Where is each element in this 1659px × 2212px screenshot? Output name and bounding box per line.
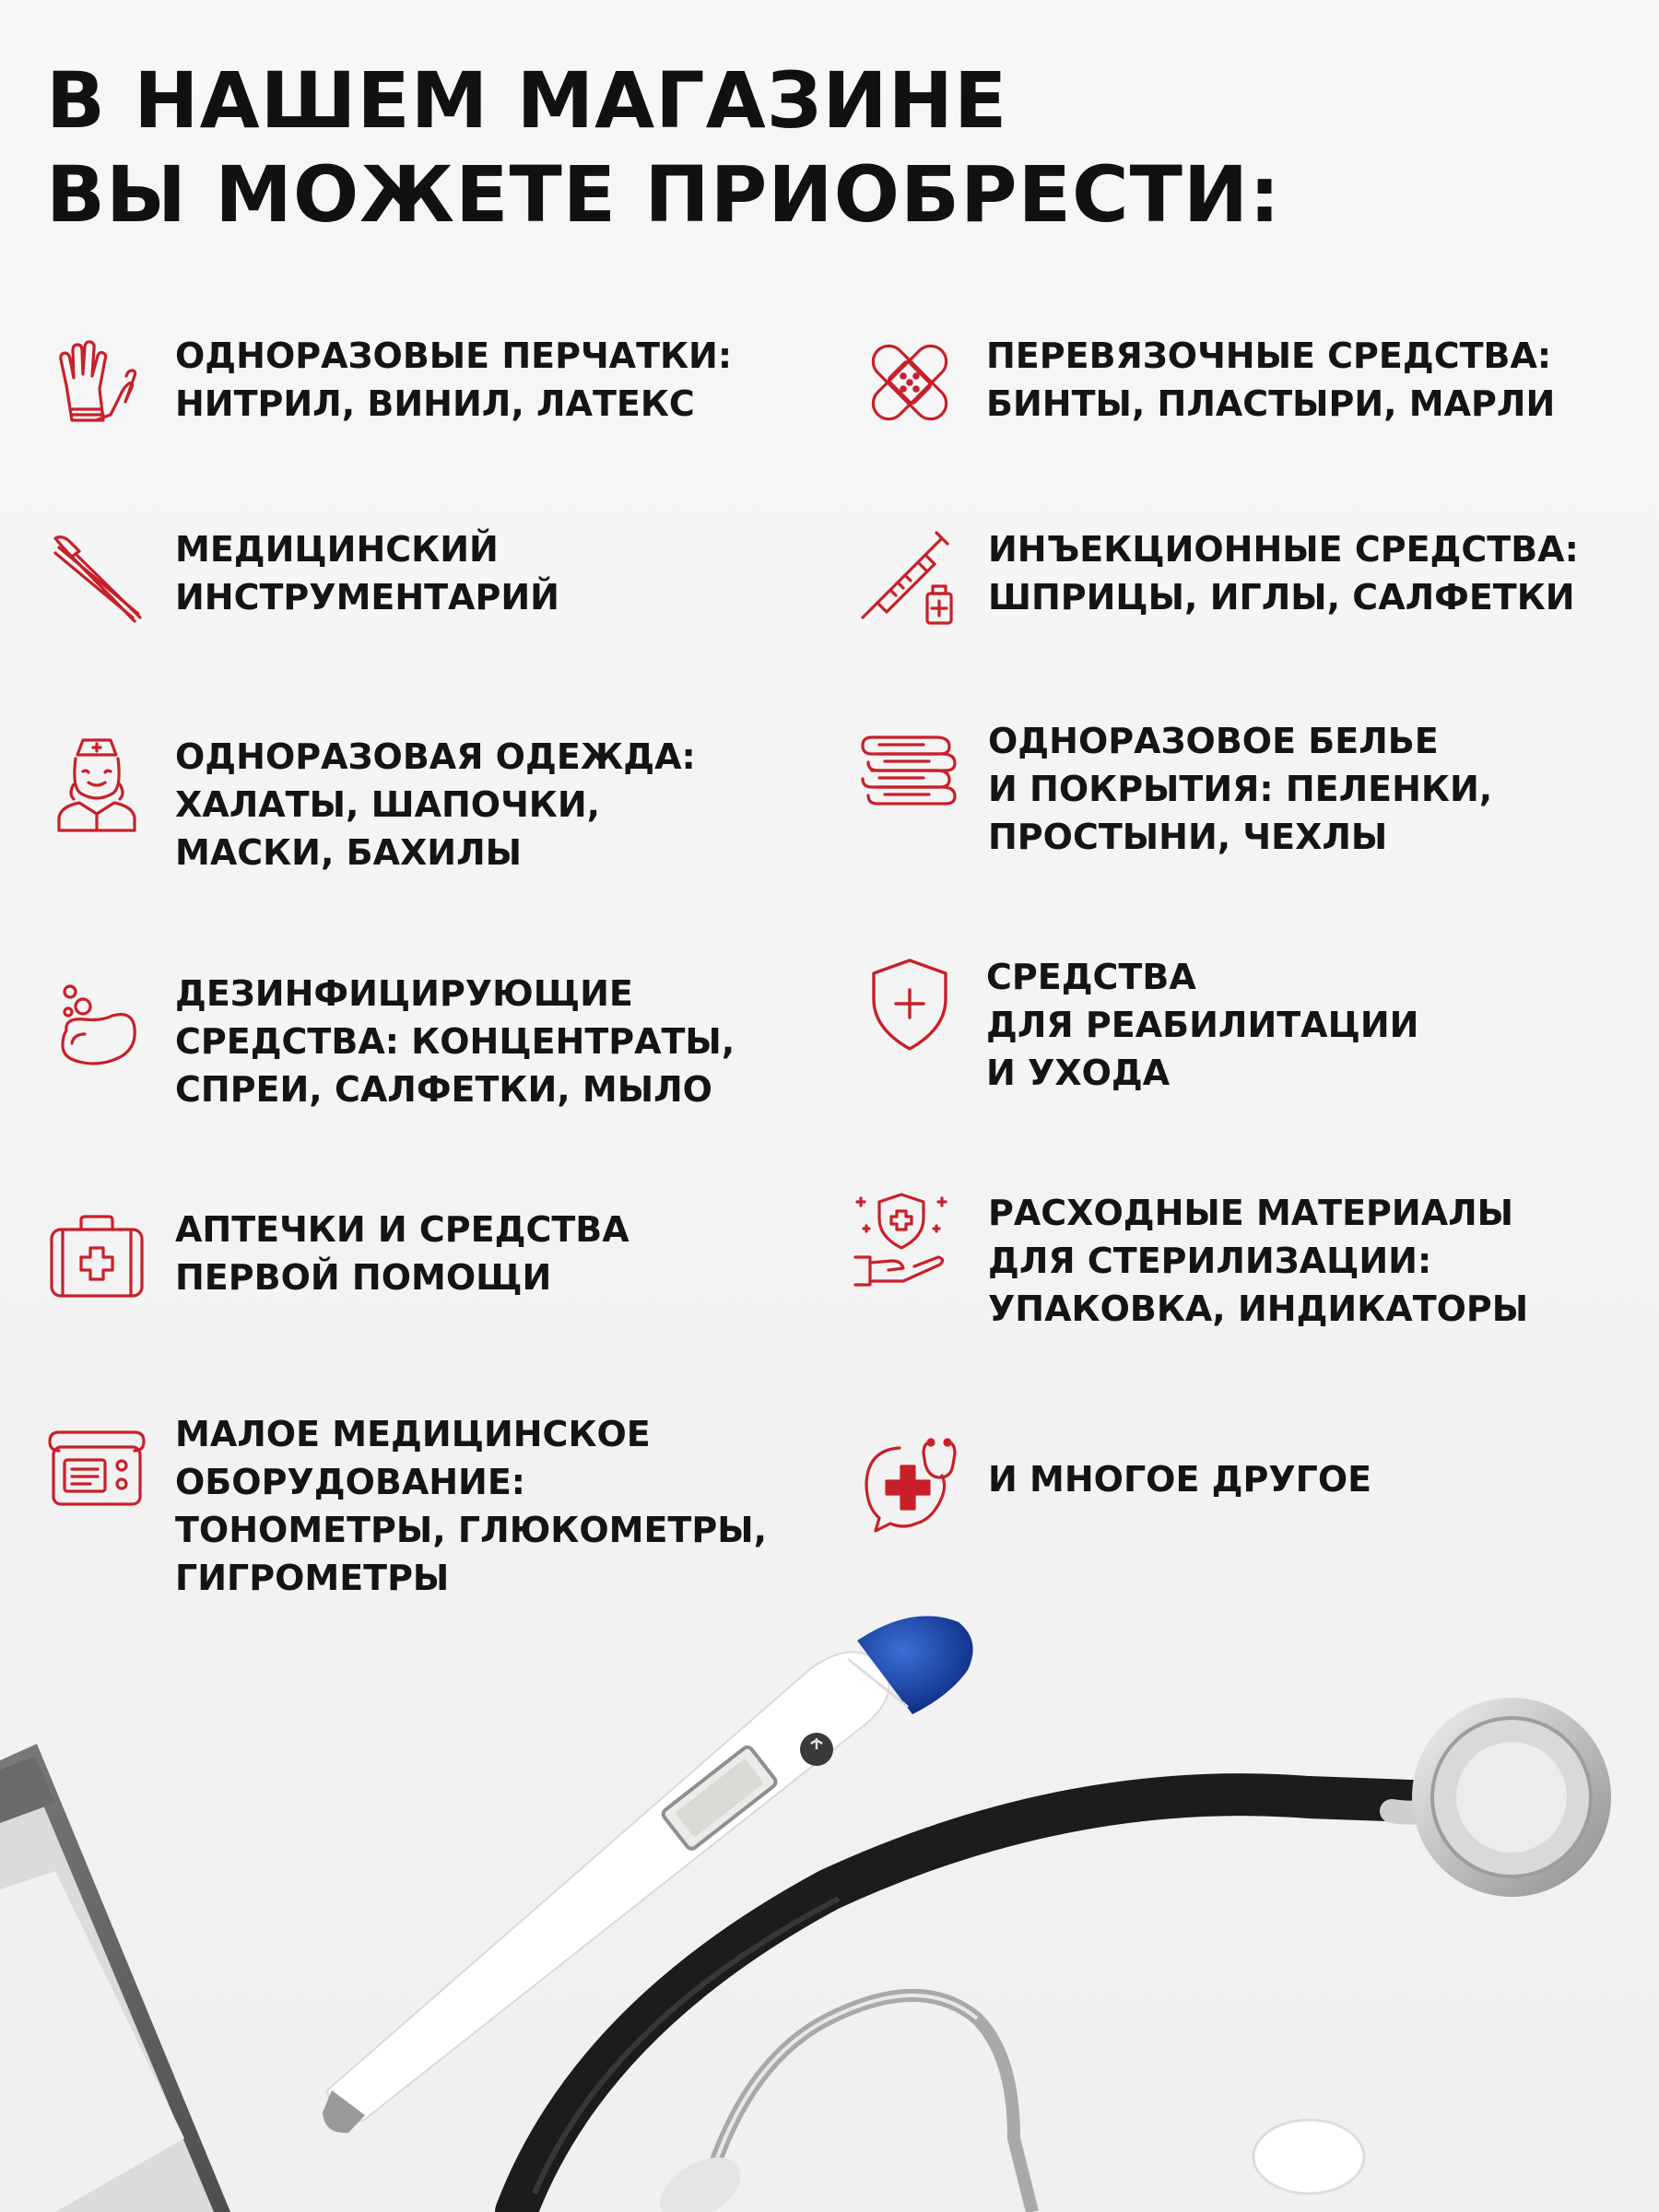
item-line: ОБОРУДОВАНИЕ: — [175, 1462, 525, 1502]
item-line: И МНОГОЕ ДРУГОЕ — [988, 1459, 1372, 1500]
product-item-text — [986, 332, 1555, 428]
product-item-text — [175, 1206, 629, 1301]
item-line: НИТРИЛ, ВИНИЛ, ЛАТЕКС — [175, 383, 695, 424]
item-line: ИНЪЕКЦИОННЫЕ СРЕДСТВА: — [988, 529, 1579, 570]
headline-line-2: ВЫ МОЖЕТЕ ПРИОБРЕСТИ: — [46, 149, 1281, 240]
item-line: И ПОКРЫТИЯ: ПЕЛЕНКИ, — [988, 769, 1493, 809]
product-item-text — [986, 953, 1418, 1097]
syringe-icon — [859, 525, 960, 627]
item-line: ДЛЯ РЕАБИЛИТАЦИИ — [986, 1005, 1419, 1045]
headline — [46, 53, 1281, 241]
item-line: ОДНОРАЗОВОЕ БЕЛЬЕ — [988, 721, 1439, 761]
first-aid-kit-icon — [46, 1206, 147, 1307]
item-line: РАСХОДНЫЕ МАТЕРИАЛЫ — [988, 1193, 1514, 1233]
shield-cross-icon — [859, 953, 960, 1054]
item-line: МЕДИЦИНСКИЙ — [175, 529, 499, 570]
product-item-text — [988, 525, 1579, 621]
product-item-text — [175, 332, 732, 428]
hand-shield-icon — [850, 1189, 951, 1290]
item-line: ГИГРОМЕТРЫ — [175, 1558, 450, 1598]
item-line: ИНСТРУМЕНТАРИЙ — [175, 577, 559, 618]
item-line: МАЛОЕ МЕДИЦИНСКОЕ — [175, 1414, 651, 1454]
item-line: ОДНОРАЗОВЫЕ ПЕРЧАТКИ: — [175, 335, 733, 376]
product-item-text — [175, 525, 559, 621]
product-item-text — [988, 717, 1492, 861]
medical-photo — [0, 1585, 1659, 2212]
stethoscope-illustration — [516, 1698, 1611, 2212]
product-item-text — [988, 1189, 1528, 1333]
bandage-icon — [859, 332, 960, 433]
soap-icon — [46, 970, 147, 1071]
medical-device-icon — [46, 1410, 147, 1512]
item-line: ПРОСТЫНИ, ЧЕХЛЫ — [988, 817, 1388, 857]
item-line: ХАЛАТЫ, ШАПОЧКИ, — [175, 784, 601, 825]
item-line: ДЕЗИНФИЦИРУЮЩИЕ — [175, 973, 633, 1014]
item-line: ОДНОРАЗОВАЯ ОДЕЖДА: — [175, 736, 696, 777]
item-line: МАСКИ, БАХИЛЫ — [175, 832, 523, 873]
item-line: ПЕРЕВЯЗОЧНЫЕ СРЕДСТВА: — [986, 335, 1552, 376]
item-line: АПТЕЧКИ И СРЕДСТВА — [175, 1209, 629, 1250]
product-item-text — [175, 970, 735, 1113]
item-line: СРЕДСТВА: КОНЦЕНТРАТЫ, — [175, 1021, 735, 1062]
product-item-text — [175, 1410, 767, 1602]
product-item-text — [175, 733, 696, 877]
item-line: УПАКОВКА, ИНДИКАТОРЫ — [988, 1288, 1529, 1329]
product-item-text — [988, 1455, 1371, 1503]
item-line: СРЕДСТВА — [986, 957, 1196, 997]
item-line: БИНТЫ, ПЛАСТЫРИ, МАРЛИ — [986, 383, 1556, 424]
item-line: И УХОДА — [986, 1053, 1171, 1093]
item-line: ДЛЯ СТЕРИЛИЗАЦИИ: — [988, 1241, 1432, 1281]
linen-stack-icon — [859, 717, 960, 818]
headline-line-1: В НАШЕМ МАГАЗИНЕ — [46, 55, 1008, 146]
stethoscope-cross-icon — [859, 1433, 960, 1535]
scalpel-icon — [46, 525, 147, 627]
clipboard-illustration — [0, 1744, 230, 2212]
item-line: ТОНОМЕТРЫ, ГЛЮКОМЕТРЫ, — [175, 1510, 768, 1550]
nurse-icon — [46, 733, 147, 834]
item-line: ПЕРВОЙ ПОМОЩИ — [175, 1257, 552, 1298]
gloves-icon — [46, 332, 147, 433]
item-line: ШПРИЦЫ, ИГЛЫ, САЛФЕТКИ — [988, 577, 1575, 618]
item-line: СПРЕИ, САЛФЕТКИ, МЫЛО — [175, 1069, 712, 1110]
